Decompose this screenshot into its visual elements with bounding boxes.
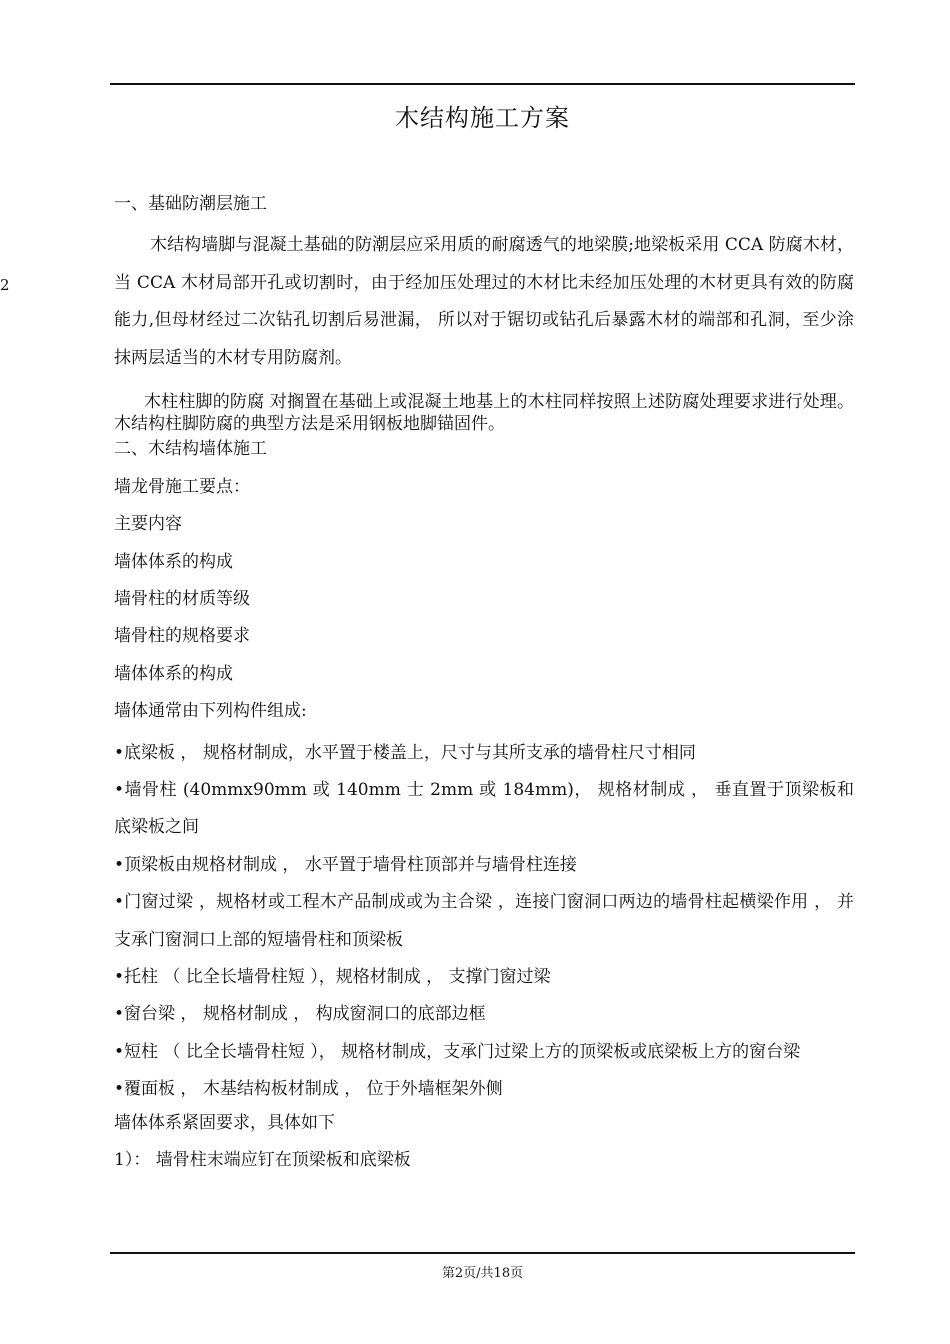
bullet-item: •底梁板 ， 规格材制成，水平置于楼盖上，尺寸与其所支承的墙骨柱尺寸相同: [114, 742, 696, 763]
text-line: 墙骨柱的材质等级: [114, 588, 250, 609]
margin-page-number: 2: [0, 276, 10, 294]
header-rule: [110, 83, 855, 85]
bullet-item: •墙骨柱 (40mmx90mm 或 140mm 士 2mm 或 184mm)， 规格材制成 ， 垂直置于顶梁板和底梁板之间: [114, 779, 854, 838]
document-title: 木结构施工方案: [395, 104, 570, 132]
text-line: 1）： 墙骨柱末端应钉在顶梁板和底梁板: [114, 1149, 411, 1170]
document-body: [114, 190, 854, 1183]
bullet-item: •覆面板 ， 木基结构板材制成 ， 位于外墙框架外侧: [114, 1079, 503, 1100]
section-heading: 二、木结构墙体施工: [114, 439, 267, 460]
paragraph: 木结构墙脚与混凝土基础的防潮层应采用质的耐腐透气的地梁膜;地梁板采用 CCA 防腐木材，当 CCA 木材局部开孔或切割时，由于经加压处理过的木材比未经加压处理的木材更具有效的防腐能力,但母材经过二次钻孔切割后易泄漏， 所以对于锯切或钻孔后暴露木材的端部和孔洞，至少涂抹两层适当的木材专用防腐剂。: [114, 235, 854, 368]
page-footer: 第2页/共18页: [441, 1266, 524, 1281]
text-line: 墙骨柱的规格要求: [114, 626, 250, 647]
bullet-item: •顶梁板由规格材制成 ， 水平置于墙骨柱顶部并与墙骨柱连接: [114, 854, 577, 875]
bullet-item: •窗台梁 ， 规格材制成 ， 构成窗洞口的底部边框: [114, 1004, 486, 1025]
footer-rule: [110, 1252, 855, 1254]
paragraph: 木柱柱脚的防腐 对搁置在基础上或混凝土地基上的木柱同样按照上述防腐处理要求进行处理。木结构柱脚防腐的典型方法是采用钢板地脚锚固件。: [114, 392, 854, 435]
bullet-item: •托柱 （ 比全长墙骨柱短 ），规格材制成 ， 支撑门窗过梁: [114, 966, 551, 987]
text-line: 墙体体系的构成: [114, 551, 233, 572]
bullet-item: •短柱 （ 比全长墙骨柱短 ）， 规格材制成，支承门过梁上方的顶梁板或底梁板上方的窗台梁: [114, 1041, 801, 1062]
text-line: 墙体通常由下列构件组成:: [114, 701, 307, 722]
text-line: 墙龙骨施工要点：: [114, 476, 250, 497]
text-line: 墙体体系的构成: [114, 663, 233, 684]
text-line: 墙体体系紧固要求，具体如下: [114, 1112, 335, 1133]
bullet-item: •门窗过梁 ，规格材或工程木产品制成或为主合梁 ，连接门窗洞口两边的墙骨柱起横梁作用 ， 并支承门窗洞口上部的短墙骨柱和顶梁板: [114, 892, 855, 950]
section-heading: 一、基础防潮层施工: [114, 194, 267, 214]
text-line: 主要内容: [114, 514, 182, 535]
